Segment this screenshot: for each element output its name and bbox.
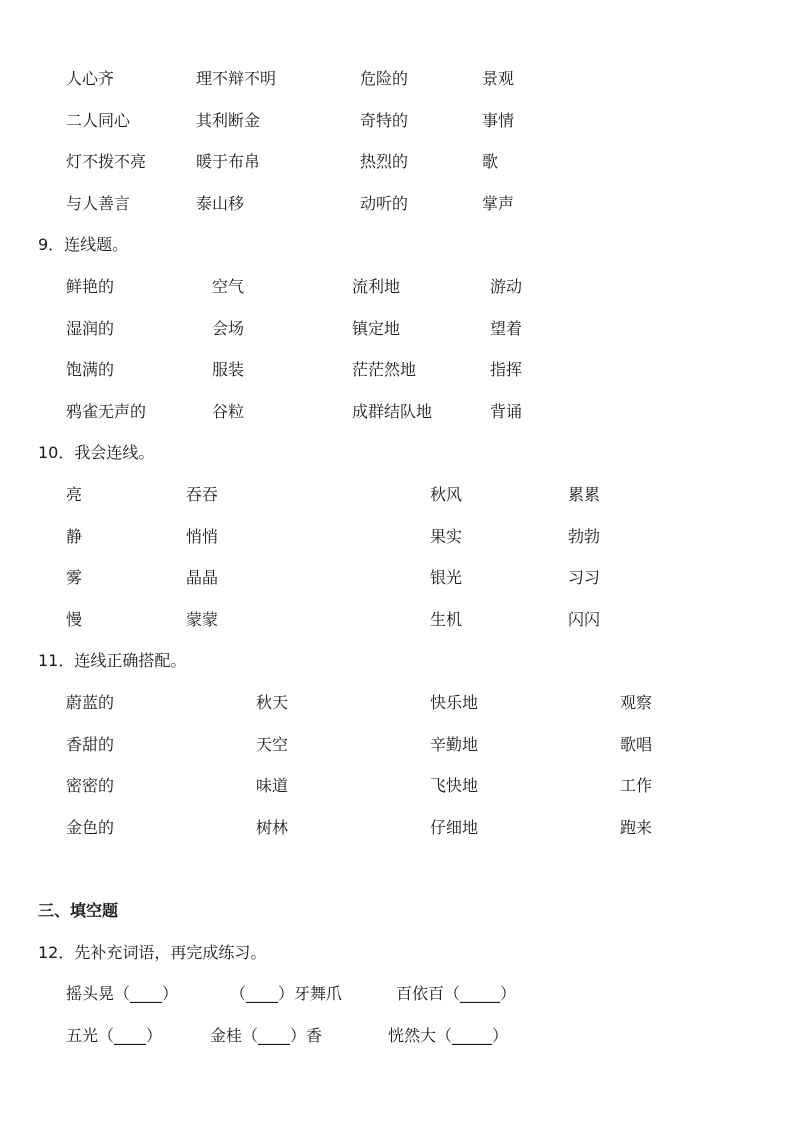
word-cell: 静 [66,527,83,546]
table-row [0,608,794,632]
word-cell: 服装 [212,360,245,379]
word-cell: 鲜艳的 [66,277,115,296]
table-row [0,275,794,299]
word-cell: 灯不拨不亮 [66,152,147,171]
word-cell: 累累 [568,485,601,504]
word-cell: 天空 [256,735,289,754]
table-row [0,192,794,216]
word-cell: 其利断金 [196,111,261,130]
table-row [0,67,794,91]
word-cell: 歌唱 [620,735,653,754]
table-row [0,816,794,840]
word-cell: 飞快地 [430,776,479,795]
fill-blank-item: （____）牙舞爪 [230,984,343,1003]
word-cell: 危险的 [360,69,409,88]
fill-blank-item: 五光（____） [66,1026,163,1045]
word-cell: 湿润的 [66,319,115,338]
word-cell: 悄悄 [186,527,219,546]
fill-blank-item: 摇头晃（____） [66,984,179,1003]
fill-blank-item: 金桂（____）香 [210,1026,323,1045]
word-cell: 人心齐 [66,69,115,88]
table-row [0,1024,794,1048]
word-cell: 勃勃 [568,527,601,546]
word-cell: 成群结队地 [352,402,433,421]
word-cell: 望着 [490,319,523,338]
word-cell: 景观 [482,69,515,88]
word-cell: 蒙蒙 [186,610,219,629]
word-cell: 歌 [482,152,499,171]
word-cell: 鸦雀无声的 [66,402,147,421]
fill-blank-item: 恍然大（_____） [388,1026,509,1045]
word-cell: 快乐地 [430,693,479,712]
word-cell: 秋天 [256,693,289,712]
word-cell: 密密的 [66,776,115,795]
word-cell: 事情 [482,111,515,130]
table-row [0,566,794,590]
word-cell: 与人善言 [66,194,131,213]
table-row [0,150,794,174]
word-cell: 辛勤地 [430,735,479,754]
section-title: 三、填空题 [38,901,119,920]
table-row [0,774,794,798]
word-cell: 游动 [490,277,523,296]
word-cell: 金色的 [66,818,115,837]
question-12-title: 12．先补充词语，再完成练习。 [38,943,267,962]
word-cell: 谷粒 [212,402,245,421]
word-cell: 晶晶 [186,568,219,587]
table-row [0,733,794,757]
word-cell: 会场 [212,319,245,338]
word-cell: 味道 [256,776,289,795]
word-cell: 蔚蓝的 [66,693,115,712]
word-cell: 茫茫然地 [352,360,417,379]
table-row [0,400,794,424]
table-row [0,317,794,341]
word-cell: 背诵 [490,402,523,421]
word-cell: 习习 [568,568,601,587]
word-cell: 香甜的 [66,735,115,754]
word-cell: 热烈的 [360,152,409,171]
word-cell: 工作 [620,776,653,795]
word-cell: 指挥 [490,360,523,379]
word-cell: 仔细地 [430,818,479,837]
word-cell: 空气 [212,277,245,296]
word-cell: 树林 [256,818,289,837]
word-cell: 闪闪 [568,610,601,629]
word-cell: 二人同心 [66,111,131,130]
word-cell: 流利地 [352,277,401,296]
word-cell: 果实 [430,527,463,546]
word-cell: 吞吞 [186,485,219,504]
word-cell: 动听的 [360,194,409,213]
word-cell: 理不辩不明 [196,69,277,88]
word-cell: 慢 [66,610,83,629]
word-cell: 奇特的 [360,111,409,130]
table-row [0,109,794,133]
table-row [0,525,794,549]
table-row [0,982,794,1006]
table-row [0,691,794,715]
word-cell: 银光 [430,568,463,587]
word-cell: 泰山移 [196,194,245,213]
word-cell: 镇定地 [352,319,401,338]
word-cell: 观察 [620,693,653,712]
word-cell: 生机 [430,610,463,629]
question-9-title: 9．连线题。 [38,235,129,254]
word-cell: 暖于布帛 [196,152,261,171]
table-row [0,483,794,507]
word-cell: 亮 [66,485,83,504]
word-cell: 雾 [66,568,83,587]
word-cell: 跑来 [620,818,653,837]
word-cell: 掌声 [482,194,515,213]
question-11-title: 11．连线正确搭配。 [38,651,187,670]
fill-blank-item: 百依百（_____） [396,984,517,1003]
word-cell: 饱满的 [66,360,115,379]
question-10-title: 10．我会连线。 [38,443,155,462]
table-row [0,358,794,382]
word-cell: 秋风 [430,485,463,504]
